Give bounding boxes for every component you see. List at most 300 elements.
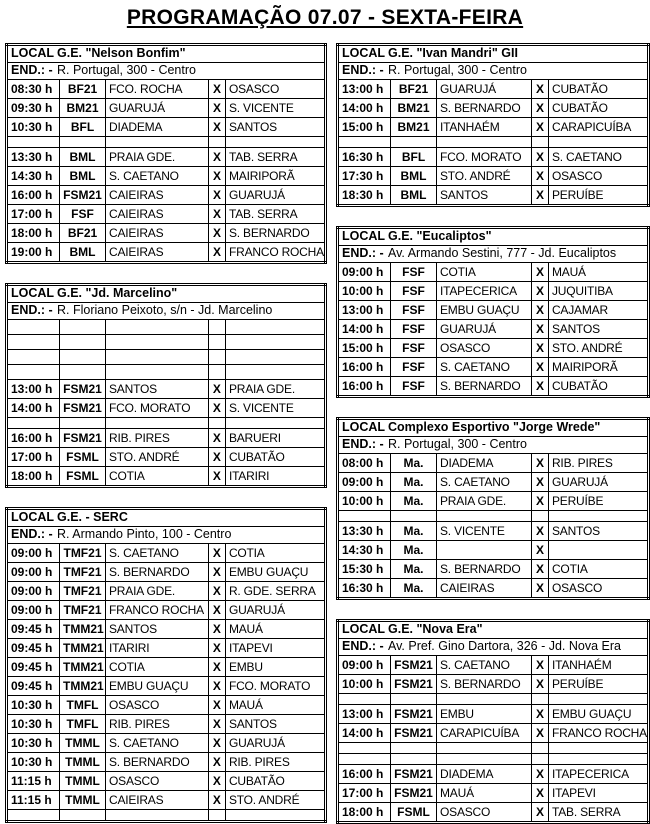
match-time <box>338 137 391 148</box>
empty-row <box>338 511 649 522</box>
away-team: FCO. MORATO <box>225 677 325 696</box>
home-team: SANTOS <box>437 186 532 206</box>
match-row <box>7 80 326 99</box>
match-category: BF21 <box>60 80 106 99</box>
match-time <box>338 743 391 754</box>
away-team: MAUÁ <box>225 696 325 715</box>
home-team <box>437 743 532 754</box>
match-category: TMFL <box>60 696 106 715</box>
away-team: COTIA <box>225 544 325 563</box>
match-row <box>338 492 649 511</box>
end-label: END.: - <box>342 246 384 261</box>
home-team: SANTOS <box>106 620 209 639</box>
away-team: GUARUJÁ <box>225 734 325 753</box>
home-team: PRAIA GDE. <box>106 582 209 601</box>
match-row <box>7 399 326 418</box>
match-time: 10:00 h <box>338 282 391 301</box>
home-team: S. BERNARDO <box>437 560 532 579</box>
match-row <box>7 148 326 167</box>
versus-x: X <box>532 705 549 724</box>
match-time: 10:00 h <box>338 492 391 511</box>
home-team: CAIEIRAS <box>437 579 532 599</box>
match-category: FSM21 <box>391 656 437 675</box>
match-row <box>7 601 326 620</box>
match-row <box>7 563 326 582</box>
match-category: FSF <box>60 205 106 224</box>
empty-row <box>7 320 326 335</box>
home-team: OSASCO <box>437 803 532 823</box>
match-time: 17:00 h <box>338 784 391 803</box>
away-team <box>548 541 648 560</box>
match-category: TMF21 <box>60 544 106 563</box>
match-category <box>391 511 437 522</box>
match-row <box>338 765 649 784</box>
venue-schedule-table <box>5 283 327 488</box>
match-row <box>7 639 326 658</box>
versus-x: X <box>531 148 548 167</box>
match-category: TMF21 <box>60 563 106 582</box>
versus-x: X <box>531 301 548 320</box>
away-team <box>548 511 648 522</box>
away-team: STO. ANDRÉ <box>225 791 325 810</box>
versus-x: X <box>208 80 225 99</box>
away-team: MAIRIPORÃ <box>225 167 325 186</box>
venue-local-cell <box>338 228 649 246</box>
home-team: SANTOS <box>106 380 209 399</box>
end-label: END.: - <box>342 63 384 78</box>
match-time: 08:30 h <box>7 80 60 99</box>
match-row <box>338 522 649 541</box>
versus-x: X <box>208 639 225 658</box>
match-row <box>7 715 326 734</box>
match-category: BML <box>60 148 106 167</box>
home-team: CAIEIRAS <box>106 186 209 205</box>
home-team: GUARUJÁ <box>106 99 209 118</box>
versus-x: X <box>208 99 225 118</box>
match-row <box>7 582 326 601</box>
match-time: 13:00 h <box>338 80 391 99</box>
match-time: 09:45 h <box>7 620 60 639</box>
match-row <box>7 467 326 487</box>
match-category: Ma. <box>391 454 437 473</box>
match-row <box>7 772 326 791</box>
match-row <box>338 784 649 803</box>
match-category: FSM21 <box>391 784 437 803</box>
home-team: CAIEIRAS <box>106 791 209 810</box>
away-team: CARAPICUÍBA <box>548 118 648 137</box>
versus-x: X <box>208 544 225 563</box>
home-team: CAIEIRAS <box>106 243 209 263</box>
empty-row <box>338 694 649 705</box>
local-label: LOCAL <box>342 420 386 435</box>
home-team: OSASCO <box>106 772 209 791</box>
match-row <box>338 186 649 206</box>
match-row <box>7 224 326 243</box>
home-team: S. BERNARDO <box>437 377 532 397</box>
versus-x: X <box>531 454 548 473</box>
home-team: COTIA <box>437 263 532 282</box>
match-row <box>338 167 649 186</box>
venue-address-row <box>338 639 649 656</box>
away-team: S. BERNARDO <box>225 224 325 243</box>
away-team: ITARIRI <box>225 467 325 487</box>
match-time: 09:30 h <box>7 99 60 118</box>
match-row <box>7 620 326 639</box>
away-team: GUARUJÁ <box>548 473 648 492</box>
match-time: 09:00 h <box>338 656 391 675</box>
versus-x <box>532 743 549 754</box>
versus-x: X <box>208 601 225 620</box>
match-time: 15:30 h <box>338 560 391 579</box>
venue-local-row <box>7 509 326 527</box>
match-row <box>338 377 649 397</box>
venue-name: G.E. - SERC <box>57 510 128 525</box>
match-time <box>338 511 391 522</box>
match-category: FSF <box>391 358 437 377</box>
match-time: 16:30 h <box>338 579 391 599</box>
match-time <box>7 137 60 148</box>
match-time: 14:00 h <box>338 320 391 339</box>
match-category: FSF <box>391 377 437 397</box>
home-team: S. BERNARDO <box>437 675 532 694</box>
venue-address-cell <box>338 63 649 80</box>
match-category: FSM21 <box>60 399 106 418</box>
home-team <box>437 137 532 148</box>
local-label: LOCAL <box>342 46 386 61</box>
match-category: TMM21 <box>60 677 106 696</box>
match-time <box>7 350 60 365</box>
match-time <box>7 335 60 350</box>
match-row <box>338 454 649 473</box>
venue-schedule-table <box>336 619 650 824</box>
home-team <box>437 694 532 705</box>
versus-x: X <box>208 753 225 772</box>
local-label: LOCAL <box>342 229 386 244</box>
match-row <box>7 380 326 399</box>
versus-x <box>208 335 225 350</box>
home-team <box>106 418 209 429</box>
match-category: FSML <box>60 467 106 487</box>
match-row <box>338 541 649 560</box>
match-row <box>338 282 649 301</box>
match-category: BM21 <box>391 118 437 137</box>
empty-row <box>338 754 649 765</box>
home-team: RIB. PIRES <box>106 429 209 448</box>
away-team: OSASCO <box>548 167 648 186</box>
versus-x <box>208 418 225 429</box>
versus-x: X <box>208 467 225 487</box>
match-time: 13:00 h <box>338 301 391 320</box>
home-team: S. CAETANO <box>106 544 209 563</box>
match-row <box>338 301 649 320</box>
match-category <box>60 350 106 365</box>
match-category: BF21 <box>60 224 106 243</box>
home-team: S. BERNARDO <box>437 99 532 118</box>
match-category: TMML <box>60 772 106 791</box>
match-category: FSM21 <box>60 186 106 205</box>
match-category <box>60 137 106 148</box>
away-team <box>225 335 325 350</box>
away-team: GUARUJÁ <box>225 186 325 205</box>
away-team: R. GDE. SERRA <box>225 582 325 601</box>
local-label: LOCAL <box>11 46 55 61</box>
venue-address-row <box>338 63 649 80</box>
versus-x: X <box>532 765 549 784</box>
away-team: S. VICENTE <box>225 99 325 118</box>
match-time: 13:30 h <box>7 148 60 167</box>
venue-schedule-table <box>336 417 650 600</box>
away-team: ITAPEVI <box>549 784 649 803</box>
away-team: FRANCO ROCHA <box>549 724 649 743</box>
match-category: BFL <box>60 118 106 137</box>
versus-x: X <box>208 658 225 677</box>
versus-x: X <box>531 522 548 541</box>
venue-local-cell <box>7 509 326 527</box>
match-row <box>7 205 326 224</box>
versus-x: X <box>208 677 225 696</box>
home-team: COTIA <box>106 467 209 487</box>
match-time: 16:00 h <box>7 429 60 448</box>
away-team: GUARUJÁ <box>225 601 325 620</box>
match-row <box>338 675 649 694</box>
match-category: TMF21 <box>60 582 106 601</box>
venue-address-cell <box>7 527 326 544</box>
match-category: FSM21 <box>391 705 437 724</box>
local-label: LOCAL <box>11 286 55 301</box>
match-category: TMML <box>60 734 106 753</box>
venue-local-cell <box>338 621 649 639</box>
match-category: FSF <box>391 301 437 320</box>
match-time: 10:30 h <box>7 715 60 734</box>
versus-x: X <box>208 791 225 810</box>
empty-row <box>338 137 649 148</box>
home-team <box>106 350 209 365</box>
versus-x: X <box>531 541 548 560</box>
match-time: 17:00 h <box>7 205 60 224</box>
venue-local-row <box>338 419 649 437</box>
match-time: 11:15 h <box>7 791 60 810</box>
home-team: RIB. PIRES <box>106 715 209 734</box>
match-time: 09:00 h <box>7 544 60 563</box>
match-time: 16:00 h <box>338 377 391 397</box>
home-team: CAIEIRAS <box>106 205 209 224</box>
match-category: FSF <box>391 339 437 358</box>
match-row <box>7 677 326 696</box>
away-team: TAB. SERRA <box>549 803 649 823</box>
versus-x: X <box>531 263 548 282</box>
match-category: FSF <box>391 320 437 339</box>
venue-schedule-table <box>5 507 327 823</box>
match-time: 17:00 h <box>7 448 60 467</box>
empty-row <box>7 365 326 380</box>
versus-x: X <box>531 186 548 206</box>
away-team: SANTOS <box>225 118 325 137</box>
away-team: CUBATÃO <box>225 772 325 791</box>
match-time: 14:30 h <box>338 541 391 560</box>
home-team: EMBU <box>437 705 532 724</box>
match-category: BM21 <box>391 99 437 118</box>
match-category: Ma. <box>391 522 437 541</box>
match-category: FSM21 <box>391 765 437 784</box>
home-team: CARAPICUÍBA <box>437 724 532 743</box>
match-time: 16:00 h <box>7 186 60 205</box>
home-team: FCO. MORATO <box>106 399 209 418</box>
away-team: S. CAETANO <box>548 148 648 167</box>
match-row <box>338 339 649 358</box>
match-category: FSM21 <box>391 724 437 743</box>
away-team: EMBU GUAÇU <box>225 563 325 582</box>
match-row <box>338 560 649 579</box>
home-team <box>437 541 532 560</box>
match-category <box>60 418 106 429</box>
home-team: FRANCO ROCHA <box>106 601 209 620</box>
home-team: CAIEIRAS <box>106 224 209 243</box>
versus-x: X <box>531 339 548 358</box>
match-category: Ma. <box>391 492 437 511</box>
venue-address-cell <box>7 63 326 80</box>
home-team: S. CAETANO <box>106 167 209 186</box>
match-category: Ma. <box>391 579 437 599</box>
match-time: 16:30 h <box>338 148 391 167</box>
versus-x: X <box>208 205 225 224</box>
home-team <box>106 320 209 335</box>
home-team <box>106 335 209 350</box>
away-team <box>548 137 648 148</box>
home-team: S. CAETANO <box>437 473 532 492</box>
away-team: TAB. SERRA <box>225 148 325 167</box>
match-category: BM21 <box>60 99 106 118</box>
home-team: MAUÁ <box>437 784 532 803</box>
match-time <box>338 694 391 705</box>
versus-x: X <box>531 579 548 599</box>
home-team: COTIA <box>106 658 209 677</box>
match-time: 09:00 h <box>338 473 391 492</box>
venue-address: Av. Pref. Gino Dartora, 326 - Jd. Nova Era <box>388 639 621 654</box>
home-team: S. BERNARDO <box>106 753 209 772</box>
away-team: SANTOS <box>225 715 325 734</box>
versus-x: X <box>208 620 225 639</box>
match-time: 09:45 h <box>7 658 60 677</box>
away-team <box>549 754 649 765</box>
match-category: TMFL <box>60 715 106 734</box>
match-row <box>7 791 326 810</box>
venue-local-row <box>338 228 649 246</box>
match-row <box>7 753 326 772</box>
home-team <box>437 754 532 765</box>
match-row <box>7 544 326 563</box>
away-team: MAUÁ <box>548 263 648 282</box>
versus-x: X <box>531 118 548 137</box>
match-time <box>7 365 60 380</box>
match-time <box>7 320 60 335</box>
match-time: 15:00 h <box>338 339 391 358</box>
away-team: CAJAMAR <box>548 301 648 320</box>
away-team: JUQUITIBA <box>548 282 648 301</box>
away-team: CUBATÃO <box>548 80 648 99</box>
match-time: 17:30 h <box>338 167 391 186</box>
venue-local-cell <box>338 45 649 63</box>
away-team <box>549 743 649 754</box>
match-time: 10:30 h <box>7 118 60 137</box>
away-team: CUBATÃO <box>548 99 648 118</box>
venue-address: R. Armando Pinto, 100 - Centro <box>57 527 232 542</box>
match-time: 14:00 h <box>338 99 391 118</box>
match-category: TMM21 <box>60 658 106 677</box>
away-team: SANTOS <box>548 522 648 541</box>
versus-x: X <box>531 99 548 118</box>
away-team: CUBATÃO <box>225 448 325 467</box>
match-row <box>338 118 649 137</box>
match-row <box>338 80 649 99</box>
versus-x: X <box>208 448 225 467</box>
match-time: 09:00 h <box>7 601 60 620</box>
home-team: STO. ANDRÉ <box>106 448 209 467</box>
home-team: DIADEMA <box>437 454 532 473</box>
match-category: BML <box>60 243 106 263</box>
match-category: Ma. <box>391 541 437 560</box>
versus-x: X <box>208 734 225 753</box>
end-label: END.: - <box>11 63 53 78</box>
versus-x: X <box>208 696 225 715</box>
venue-name: G.E. "Nelson Bonfim" <box>57 46 186 61</box>
versus-x: X <box>208 772 225 791</box>
venue-name: G.E. "Ivan Mandri" GII <box>388 46 518 61</box>
versus-x: X <box>208 563 225 582</box>
end-label: END.: - <box>342 437 384 452</box>
away-team: CUBATÃO <box>548 377 648 397</box>
home-team: PRAIA GDE. <box>437 492 532 511</box>
match-row <box>7 448 326 467</box>
match-row <box>338 656 649 675</box>
match-time: 09:00 h <box>338 263 391 282</box>
venue-address-cell <box>7 303 326 320</box>
match-row <box>338 473 649 492</box>
match-category <box>391 137 437 148</box>
versus-x: X <box>531 377 548 397</box>
match-time: 09:00 h <box>7 582 60 601</box>
empty-row <box>7 350 326 365</box>
away-team <box>225 418 325 429</box>
venue-name: G.E. "Nova Era" <box>388 622 483 637</box>
away-team: OSASCO <box>548 579 648 599</box>
versus-x: X <box>531 560 548 579</box>
home-team: ITAPECERICA <box>437 282 532 301</box>
versus-x: X <box>208 243 225 263</box>
away-team <box>225 365 325 380</box>
venue-address-row <box>338 437 649 454</box>
away-team <box>225 137 325 148</box>
page-title: PROGRAMAÇÃO 07.07 - SEXTA-FEIRA <box>126 6 524 29</box>
match-time: 10:30 h <box>7 696 60 715</box>
match-time: 14:00 h <box>7 399 60 418</box>
home-team: S. CAETANO <box>106 734 209 753</box>
match-row <box>338 99 649 118</box>
venue-local-cell <box>338 419 649 437</box>
versus-x: X <box>531 80 548 99</box>
versus-x <box>208 137 225 148</box>
versus-x <box>532 694 549 705</box>
home-team: ITANHAÉM <box>437 118 532 137</box>
versus-x: X <box>532 675 549 694</box>
versus-x: X <box>532 784 549 803</box>
local-label: LOCAL <box>342 622 386 637</box>
versus-x: X <box>531 167 548 186</box>
match-row <box>7 429 326 448</box>
versus-x: X <box>208 582 225 601</box>
away-team <box>225 350 325 365</box>
away-team: PERUÍBE <box>549 675 649 694</box>
match-category: TMML <box>60 753 106 772</box>
